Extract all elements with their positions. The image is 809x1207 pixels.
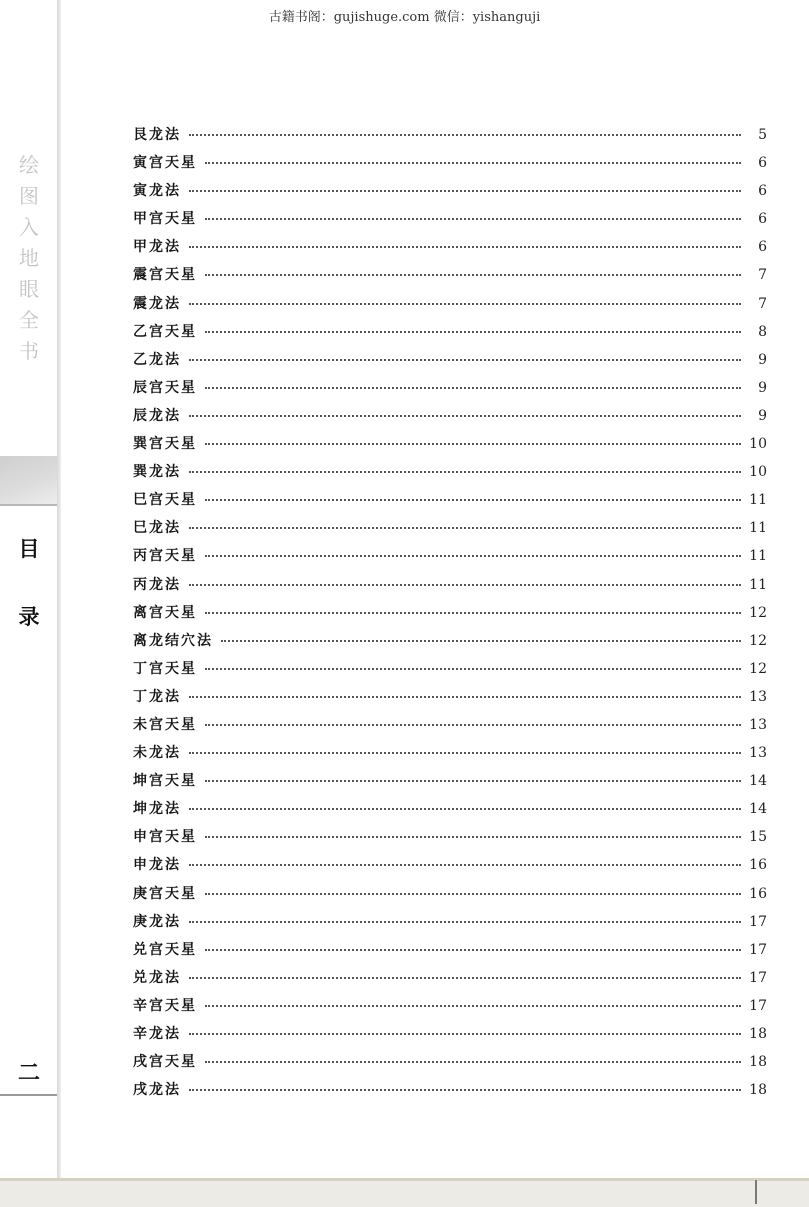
toc-entry[interactable] (133, 826, 767, 854)
toc-entry-title: 离宫天星 (133, 604, 197, 621)
dot-leader (205, 883, 741, 895)
toc-entry-title: 巳宫天星 (133, 492, 197, 509)
toc-entry-page: 13 (749, 716, 767, 733)
toc-entry-page: 15 (749, 829, 767, 846)
dot-leader (189, 236, 741, 248)
toc-entry-title: 巽宫天星 (133, 436, 197, 453)
section-tab-band (0, 456, 57, 506)
toc-entry-page: 14 (749, 773, 767, 790)
toc-entry[interactable] (133, 349, 767, 377)
dot-leader (189, 1023, 741, 1035)
dot-leader (189, 461, 741, 473)
toc-entry[interactable] (133, 180, 767, 208)
toc-entry-title: 巳龙法 (133, 520, 181, 537)
dot-leader (205, 264, 741, 276)
toc-entry-page: 9 (758, 407, 767, 424)
toc-entry-page: 18 (749, 1082, 767, 1099)
toc-entry[interactable] (133, 967, 767, 995)
toc-entry-title: 申龙法 (133, 857, 181, 874)
toc-entry-page: 9 (758, 379, 767, 396)
toc-entry-title: 甲宫天星 (133, 211, 197, 228)
toc-entry-title: 丁龙法 (133, 688, 181, 705)
toc-entry-page: 17 (749, 941, 767, 958)
dot-leader (189, 293, 741, 305)
toc-entry-title: 丙宫天星 (133, 548, 197, 565)
dot-leader (205, 826, 741, 838)
dot-leader (221, 630, 741, 642)
toc-entry-page: 10 (749, 464, 767, 481)
page-gutter (57, 0, 61, 1178)
dot-leader (205, 770, 741, 782)
toc-entry[interactable] (133, 1051, 767, 1079)
toc-entry[interactable] (133, 1023, 767, 1051)
toc-entry[interactable] (133, 124, 767, 152)
side-page-number: 二 (17, 1061, 40, 1086)
book-title-char: 眼 (19, 277, 39, 301)
toc-entry[interactable] (133, 517, 767, 545)
dot-leader (205, 433, 741, 445)
dot-leader (205, 377, 741, 389)
toc-entry[interactable] (133, 714, 767, 742)
toc-entry[interactable] (133, 433, 767, 461)
toc-entry-page: 5 (758, 127, 767, 143)
toc-entry-page: 13 (749, 688, 767, 705)
toc-entry-page: 13 (749, 745, 767, 762)
toc-entry[interactable] (133, 798, 767, 826)
toc-entry[interactable] (133, 630, 767, 658)
toc-entry[interactable] (133, 574, 767, 602)
toc-entry-title: 戌龙法 (133, 1082, 181, 1099)
dot-leader (205, 1051, 741, 1063)
toc-entry-title: 辰宫天星 (133, 379, 197, 396)
toc-entry-title: 未龙法 (133, 745, 181, 762)
dot-leader (189, 798, 741, 810)
toc-entry-title: 庚宫天星 (133, 885, 197, 902)
dot-leader (205, 321, 741, 333)
toc-entry-title: 甲龙法 (133, 239, 181, 256)
dot-leader (189, 124, 741, 136)
dot-leader (205, 714, 741, 726)
toc-entry-title: 艮龙法 (133, 127, 181, 143)
dot-leader (205, 545, 741, 557)
toc-entry-page: 12 (749, 632, 767, 649)
toc-entry-page: 6 (758, 155, 767, 172)
toc-entry[interactable] (133, 321, 767, 349)
toc-entry-page: 12 (749, 660, 767, 677)
toc-entry-title: 离龙结穴法 (133, 632, 213, 649)
watermark-header: 古籍书阁：gujishuge.com 微信：yishanguji (268, 10, 541, 25)
toc-entry[interactable] (133, 658, 767, 686)
toc-entry-title: 坤龙法 (133, 801, 181, 818)
toc-entry[interactable] (133, 911, 767, 939)
dot-leader (205, 602, 741, 614)
book-title-char: 书 (19, 339, 39, 363)
dot-leader (189, 686, 741, 698)
dot-leader (205, 939, 741, 951)
toc-entry-page: 10 (749, 436, 767, 453)
toc-entry-page: 6 (758, 183, 767, 200)
book-title-char: 地 (19, 246, 39, 270)
toc-entry[interactable] (133, 1079, 767, 1107)
dot-leader (189, 574, 741, 586)
side-divider (0, 1094, 57, 1096)
dot-leader (205, 208, 741, 220)
footer-band (0, 1178, 809, 1207)
toc-entry-page: 11 (749, 548, 767, 565)
toc-entry-title: 震龙法 (133, 295, 181, 312)
footer-divider (755, 1180, 757, 1204)
toc-entry[interactable] (133, 854, 767, 882)
dot-leader (189, 349, 741, 361)
dot-leader (205, 995, 741, 1007)
toc-entry-title: 戌宫天星 (133, 1054, 197, 1071)
toc-entry-page: 6 (758, 239, 767, 256)
toc-entry[interactable] (133, 742, 767, 770)
toc-entry[interactable] (133, 995, 767, 1023)
toc-entry[interactable] (133, 293, 767, 321)
toc-entry-title: 辛龙法 (133, 1026, 181, 1042)
toc-entry-title: 寅龙法 (133, 183, 181, 200)
toc-entry-title: 寅宫天星 (133, 155, 197, 172)
toc-entry[interactable] (133, 489, 767, 517)
toc-entry-title: 未宫天星 (133, 716, 197, 733)
toc-entry-title: 辰龙法 (133, 407, 181, 424)
dot-leader (205, 152, 741, 164)
section-label-char: 录 (18, 605, 40, 629)
toc-entry-title: 兑龙法 (133, 969, 181, 986)
book-title-vertical (12, 150, 46, 367)
dot-leader (205, 489, 741, 501)
toc-entry-title: 乙龙法 (133, 351, 181, 368)
toc-entry[interactable] (133, 208, 767, 236)
toc-entry-title: 震宫天星 (133, 267, 197, 284)
toc-entry[interactable] (133, 770, 767, 798)
toc-entry-title: 辛宫天星 (133, 997, 197, 1014)
book-title-char: 全 (19, 308, 39, 332)
toc-entry-page: 18 (749, 1054, 767, 1071)
toc-entry-page: 16 (749, 885, 767, 902)
toc-entry-page: 17 (749, 969, 767, 986)
toc-entry-page: 7 (758, 267, 767, 284)
toc-entry-title: 庚龙法 (133, 913, 181, 930)
toc-entry-title: 乙宫天星 (133, 323, 197, 340)
dot-leader (205, 658, 741, 670)
toc-entry-title: 巽龙法 (133, 464, 181, 481)
toc-entry-page: 16 (749, 857, 767, 874)
toc-entry[interactable] (133, 405, 767, 433)
table-of-contents (133, 124, 767, 1107)
dot-leader (189, 742, 741, 754)
toc-entry[interactable] (133, 545, 767, 573)
toc-entry-title: 兑宫天星 (133, 941, 197, 958)
toc-entry-page: 12 (749, 604, 767, 621)
book-title-char: 图 (19, 184, 39, 208)
toc-entry-page: 9 (758, 351, 767, 368)
toc-entry-title: 丙龙法 (133, 576, 181, 593)
toc-entry-title: 申宫天星 (133, 829, 197, 846)
toc-entry[interactable] (133, 461, 767, 489)
toc-entry-title: 丁宫天星 (133, 660, 197, 677)
toc-entry-page: 6 (758, 211, 767, 228)
dot-leader (189, 517, 741, 529)
dot-leader (189, 405, 741, 417)
toc-entry[interactable] (133, 686, 767, 714)
toc-entry-page: 11 (749, 520, 767, 537)
book-title-char: 绘 (19, 153, 39, 177)
toc-entry-page: 14 (749, 801, 767, 818)
dot-leader (189, 967, 741, 979)
section-label-char: 目 (18, 537, 40, 561)
toc-entry[interactable] (133, 377, 767, 405)
toc-entry[interactable] (133, 883, 767, 911)
dot-leader (189, 180, 741, 192)
toc-entry-page: 17 (749, 997, 767, 1014)
toc-entry[interactable] (133, 264, 767, 292)
toc-entry-title: 坤宫天星 (133, 773, 197, 790)
toc-entry-page: 8 (758, 323, 767, 340)
toc-entry[interactable] (133, 152, 767, 180)
dot-leader (189, 1079, 741, 1091)
toc-entry[interactable] (133, 939, 767, 967)
toc-entry-page: 18 (749, 1026, 767, 1042)
toc-entry-page: 11 (749, 492, 767, 509)
toc-entry-page: 7 (758, 295, 767, 312)
toc-entry[interactable] (133, 236, 767, 264)
book-title-char: 入 (19, 215, 39, 239)
dot-leader (189, 854, 741, 866)
toc-entry-page: 17 (749, 913, 767, 930)
dot-leader (189, 911, 741, 923)
toc-entry[interactable] (133, 602, 767, 630)
toc-entry-page: 11 (749, 576, 767, 593)
